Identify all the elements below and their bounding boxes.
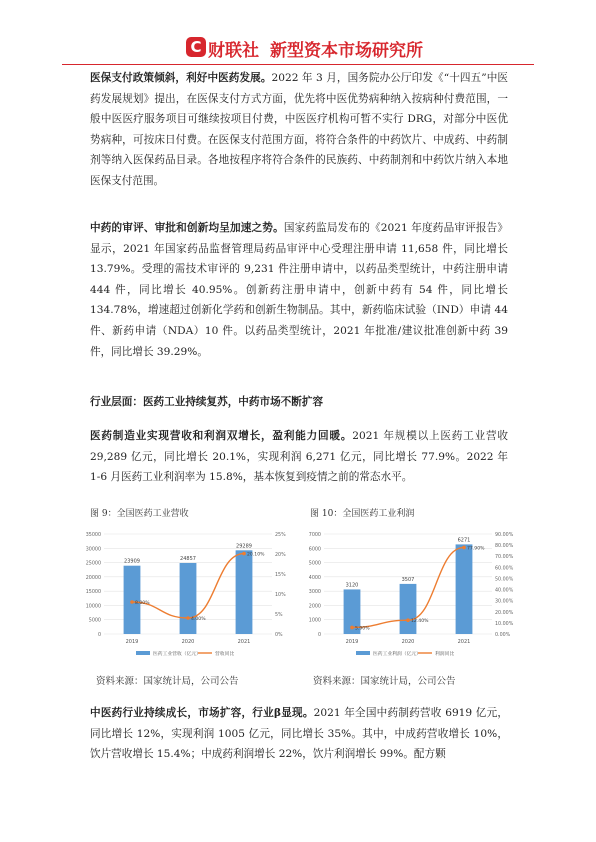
section-heading: 行业层面：医药工业持续复苏，中药市场不断扩容 [90, 396, 324, 408]
y-right-tick-label: 15% [275, 573, 286, 578]
y-left-tick-label: 20000 [85, 575, 101, 581]
y-right-tick-label: 60.00% [495, 566, 514, 572]
y-right-tick-label: 30.00% [495, 599, 514, 605]
paragraph-lead: 医保支付政策倾斜，利好中医药发展。 [90, 72, 272, 84]
chart-svg [294, 522, 518, 662]
y-left-tick-label: 5000 [308, 561, 321, 567]
y-left-tick-label: 30000 [85, 547, 101, 553]
revenue-chart [74, 522, 298, 662]
line-data-label: 77.90% [467, 546, 485, 552]
line-data-label: 4.00% [191, 617, 206, 622]
paragraph-body: 国家药监局发布的《2021 年度药品审评报告》显示，2021 年国家药品监督管理局药品审评中心受理注册申请 11,658 件，同比增长 13.79%。受理的需技术审评的 9,231 件注册申请中，以药品类型统计，中药注册申请 444 件，同比增长 40.95%。创新药注册申请中，创新中药有 54 件，同比增长 134.78%，增速超过创新化学药和创新生物制品。其中，新药临床试验（IND）申请 44 件、新药申请（NDA）10 件。以药品类型统计，2021 年批准/建议批准创新中药 39 件，同比增长 39.29%。 [90, 222, 509, 358]
bar-data-label: 23909 [124, 558, 140, 565]
figure-9-caption: 图 9：全国医药工业营收 [90, 509, 189, 519]
x-tick-label: 2019 [125, 639, 139, 645]
legend-line-label: 营收同比 [215, 652, 235, 657]
bar-data-label: 29289 [236, 543, 252, 550]
y-left-tick-label: 4000 [308, 575, 321, 581]
figure-9-source: 资料来源：国家统计局，公司公告 [96, 676, 239, 687]
y-left-tick-label: 25000 [85, 561, 101, 567]
paragraph-lead: 中药的审评、审批和创新均呈加速之势。 [90, 222, 284, 234]
bar-2019 [124, 566, 141, 634]
bar-2020 [180, 563, 197, 634]
y-right-tick-label: 20% [275, 553, 286, 558]
line-data-label: 5.90% [355, 626, 370, 632]
bar-2021 [456, 544, 473, 634]
y-right-tick-label: 0% [275, 633, 283, 638]
line-data-label: 8.00% [135, 601, 150, 606]
paragraph-industry-growth [90, 426, 508, 488]
x-tick-label: 2021 [457, 639, 471, 645]
legend-line-label: 利润同比 [435, 652, 455, 657]
legend-bar-label: 医药工业营收（亿元） [153, 652, 201, 657]
paragraph-body: 2021 年规模以上医药工业营收 29,289 亿元，同比增长 20.1%，实现利润 6,271 亿元，同比增长 77.9%。2022 年 1-6 月医药工业利润率为 15.8%，基本恢复到疫情之前的常态水平。 [90, 430, 509, 484]
figure-10-source: 资料来源：国家统计局，公司公告 [313, 676, 456, 687]
y-left-tick-label: 15000 [85, 590, 101, 596]
line-point [350, 626, 354, 630]
bar-data-label: 3120 [345, 582, 359, 589]
x-tick-label: 2019 [345, 639, 359, 645]
bar-data-label: 6271 [457, 537, 471, 544]
chart-svg [74, 522, 298, 662]
y-right-tick-label: 10.00% [495, 621, 514, 627]
y-left-tick-label: 10000 [85, 604, 101, 610]
line-point [130, 600, 134, 604]
y-left-tick-label: 1000 [308, 618, 321, 624]
x-tick-label: 2021 [237, 639, 251, 645]
line-point [406, 618, 410, 622]
y-right-tick-label: 10% [275, 593, 286, 598]
header-divider [62, 64, 534, 65]
y-right-tick-label: 90.00% [495, 533, 514, 538]
y-right-tick-label: 70.00% [495, 555, 514, 561]
line-point [242, 552, 246, 556]
y-right-tick-label: 80.00% [495, 544, 514, 550]
legend-bar-swatch [356, 651, 370, 655]
y-left-tick-label: 7000 [308, 533, 321, 538]
page-header [0, 33, 596, 63]
y-left-tick-label: 6000 [308, 547, 321, 553]
y-left-tick-label: 35000 [85, 533, 101, 538]
paragraph-medical-insurance [90, 68, 508, 192]
y-right-tick-label: 0.00% [495, 633, 511, 638]
paragraph-lead: 中医药行业持续成长，市场扩容，行业β显现。 [90, 707, 314, 719]
bar-data-label: 3507 [401, 576, 415, 583]
profit-chart [294, 522, 518, 662]
y-right-tick-label: 50.00% [495, 577, 514, 583]
line-data-label: 12.40% [411, 619, 429, 625]
y-right-tick-label: 5% [275, 613, 283, 618]
line-data-label: 20.10% [247, 552, 265, 558]
brand-logo-icon: C [186, 37, 206, 57]
y-left-tick-label: 3000 [308, 590, 321, 596]
y-left-tick-label: 0 [97, 633, 101, 638]
x-tick-label: 2020 [181, 639, 195, 645]
paragraph-tcm-industry [90, 703, 508, 765]
y-left-tick-label: 2000 [308, 604, 321, 610]
y-left-tick-label: 0 [317, 633, 321, 638]
legend-bar-swatch [136, 651, 150, 655]
brand-name: 财联社 [208, 41, 259, 61]
paragraph-body: 2022 年 3 月，国务院办公厅印发《“十四五”中医药发展规划》提出，在医保支付方式方面，优先将中医优势病种纳入按病种付费范围，一般中医医疗服务项目可继续按项目付费，中医医疗机构可暂不实行 DRG，对部分中医优势病种，可按床日付费。在医保支付范围方面，将符合条件的中药饮片、中成药、中药制剂等纳入医保药品目录。各地按程序将符合条件的民族药、中药制剂和中药饮片纳入本地医保支付范围。 [90, 72, 508, 187]
y-right-tick-label: 40.00% [495, 588, 514, 594]
y-right-tick-label: 20.00% [495, 610, 514, 616]
legend-bar-label: 医药工业利润（亿元） [373, 652, 421, 657]
paragraph-review-approval [90, 218, 508, 362]
bar-2020 [400, 584, 417, 634]
bar-data-label: 24857 [180, 555, 196, 562]
x-tick-label: 2020 [401, 639, 415, 645]
paragraph-lead: 医药制造业实现营收和利润双增长，盈利能力回暖。 [90, 430, 353, 442]
line-point [462, 546, 466, 550]
paragraph-body: 2021 年全国中药制药营收 6919 亿元，同比增长 12%，实现利润 1005 亿元，同比增长 35%。其中，中成药营收增长 10%，饮片营收增长 15.4%；中成药利润增长 22%，饮片利润增长 99%。配方颗 [90, 707, 508, 761]
line-point [186, 616, 190, 620]
brand-slogan: 新型资本市场研究所 [270, 41, 423, 61]
y-right-tick-label: 25% [275, 533, 286, 538]
y-left-tick-label: 5000 [88, 618, 101, 624]
bar-2021 [236, 550, 253, 634]
figure-10-caption: 图 10：全国医药工业利润 [310, 509, 415, 519]
